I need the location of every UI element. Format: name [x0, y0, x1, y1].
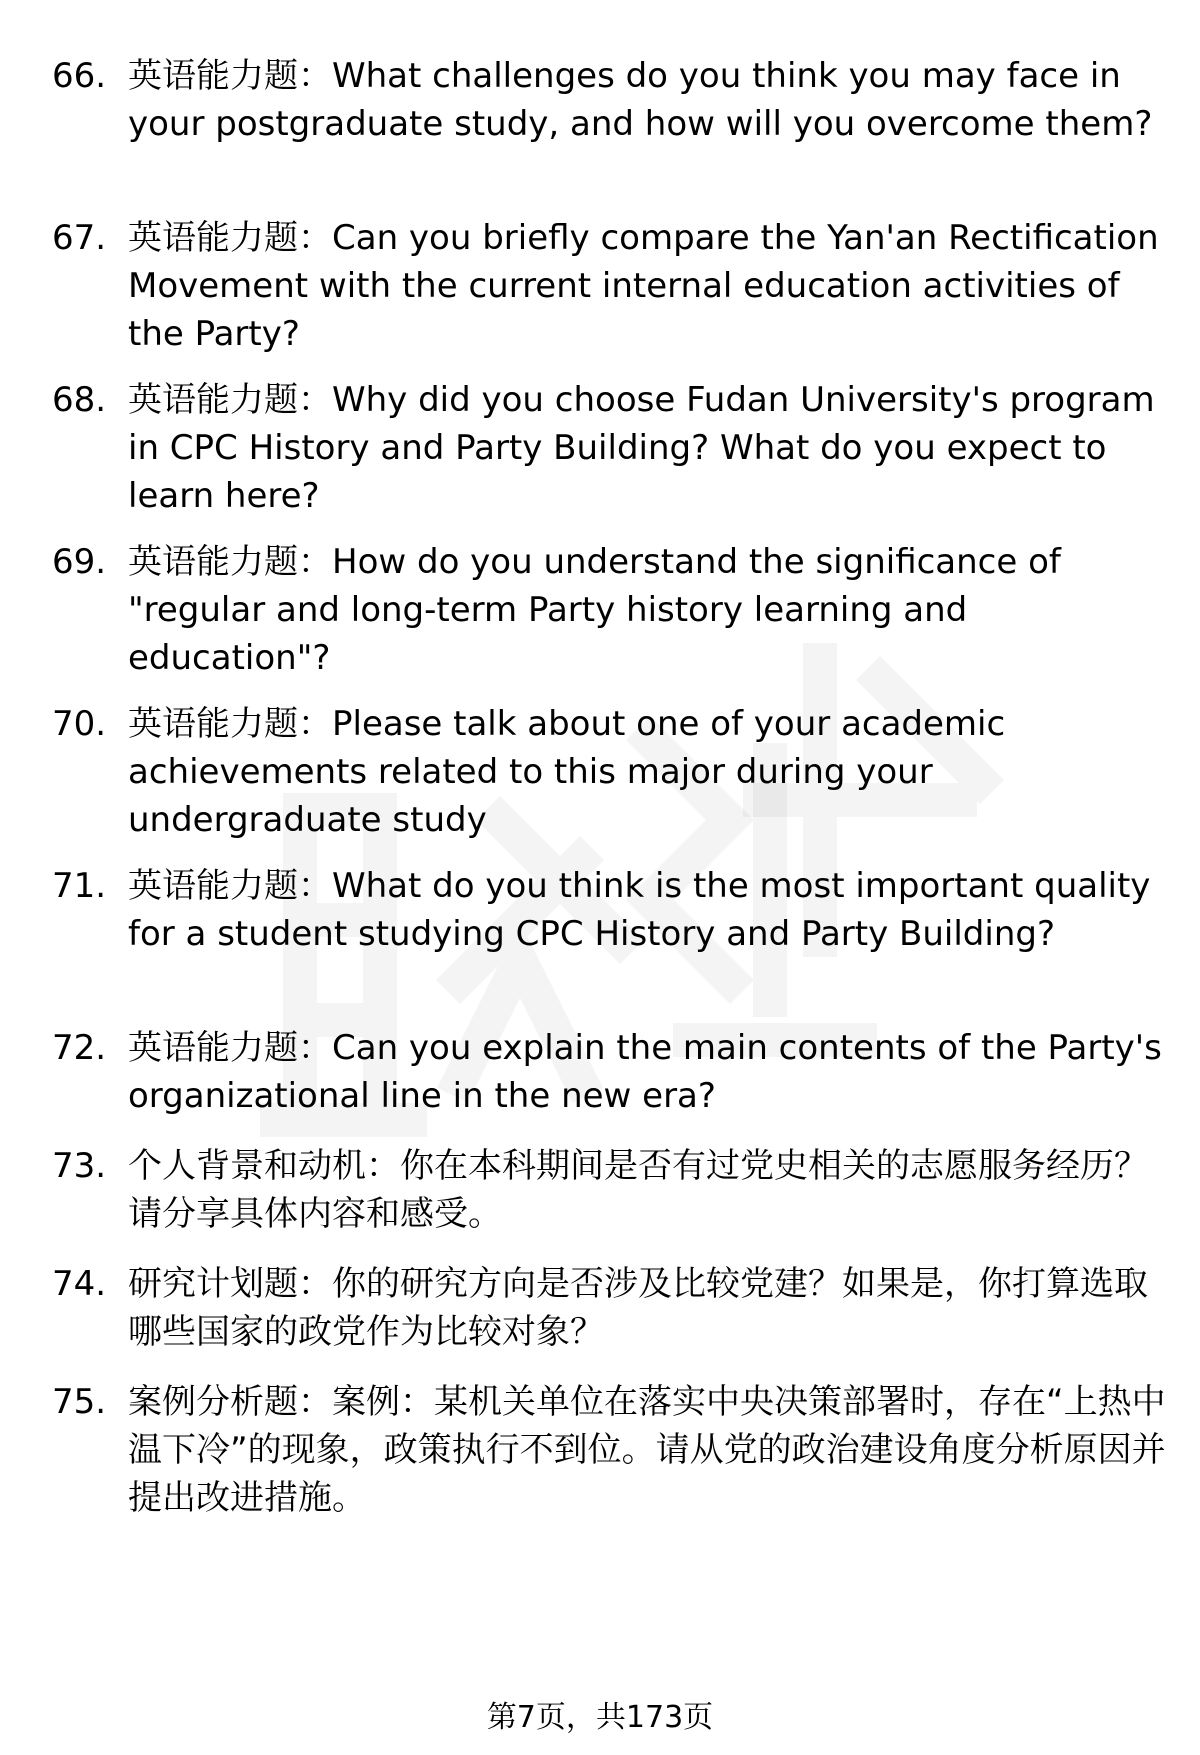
question-number: 66. [52, 56, 107, 96]
question-number: 75. [52, 1382, 107, 1422]
question-number: 70. [52, 704, 107, 744]
question-text: 英语能力题：Can you explain the main contents of the Party's organizational line in the new era? [128, 1028, 1162, 1116]
question-text: 英语能力题：Please talk about one of your academic achievements related to this major during your undergraduate study [128, 704, 1006, 840]
question-number: 69. [52, 542, 107, 582]
question-text: 英语能力题：Can you briefly compare the Yan'an Rectification Movement with the current internal education activities of the Party? [128, 218, 1159, 354]
question-text: 案例分析题：案例：某机关单位在落实中央决策部署时，存在“上热中温下冷”的现象，政策执行不到位。请从党的政治建设角度分析原因并提出改进措施。 [128, 1382, 1166, 1518]
question-text: 英语能力题：Why did you choose Fudan University's program in CPC History and Party Building? What do you expect to learn here? [128, 380, 1155, 516]
question-text: 英语能力题：What challenges do you think you may face in your postgraduate study, and how will you overcome them? [128, 56, 1153, 144]
question-text: 个人背景和动机：你在本科期间是否有过党史相关的志愿服务经历？请分享具体内容和感受。 [128, 1146, 1148, 1234]
question-number: 67. [52, 218, 107, 258]
question-text: 研究计划题：你的研究方向是否涉及比较党建？如果是，你打算选取哪些国家的政党作为比较对象？ [128, 1264, 1148, 1352]
question-number: 72. [52, 1028, 107, 1068]
question-number: 73. [52, 1146, 107, 1186]
question-number: 71. [52, 866, 107, 906]
question-number: 68. [52, 380, 107, 420]
question-number: 74. [52, 1264, 107, 1304]
question-text: 英语能力题：What do you think is the most important quality for a student studying CPC History and Party Building? [128, 866, 1151, 954]
question-text: 英语能力题：How do you understand the significance of "regular and long-term Party history learning and education"? [128, 542, 1061, 678]
page-footer: 第7页，共173页 [486, 1700, 714, 1735]
